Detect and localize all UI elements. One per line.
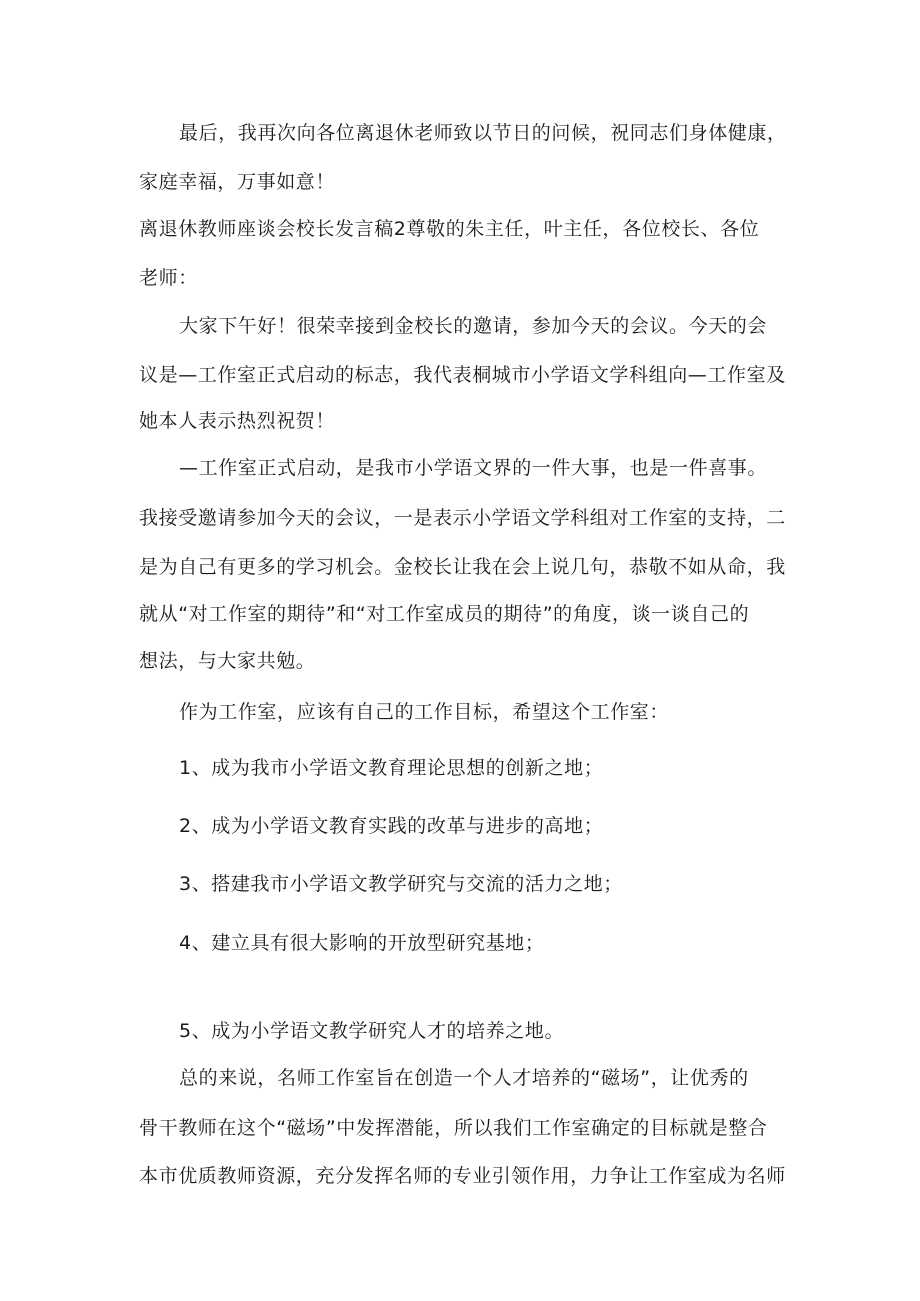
speech-heading-line-2: 老师： — [139, 267, 198, 289]
paragraph-1-line-3: 她本人表示热烈祝贺！ — [139, 410, 336, 432]
paragraph-1-line-2: 议是—工作室正式启动的标志，我代表桐城市小学语文学科组向—工作室及 — [139, 364, 786, 386]
paragraph-4-line-1: 总的来说，名师工作室旨在创造一个人才培养的“磁场”，让优秀的 — [179, 1067, 749, 1089]
goal-item-2: 2、成为小学语文教育实践的改革与进步的高地； — [179, 815, 604, 837]
paragraph-2-line-1: —工作室正式启动，是我市小学语文界的一件大事，也是一件喜事。 — [179, 457, 768, 479]
goal-item-5: 5、成为小学语文教学研究人才的培养之地。 — [179, 1020, 565, 1042]
closing-line-1: 最后，我再次向各位离退休老师致以节日的问候，祝同志们身体健康， — [179, 122, 787, 144]
goal-item-3: 3、搭建我市小学语文教学研究与交流的活力之地； — [179, 873, 623, 895]
closing-line-2: 家庭幸福，万事如意！ — [139, 171, 336, 193]
paragraph-4-line-3: 本市优质教师资源，充分发挥名师的专业引领作用，力争让工作室成为名师 — [139, 1165, 786, 1187]
goal-item-1: 1、成为我市小学语文教育理论思想的创新之地； — [179, 757, 604, 779]
paragraph-4-line-2: 骨干教师在这个“磁场”中发挥潜能，所以我们工作室确定的目标就是整合 — [139, 1117, 768, 1139]
paragraph-2-line-4: 就从“对工作室的期待”和“对工作室成员的期待”的角度，谈一谈自己的 — [139, 603, 750, 625]
paragraph-1-line-1: 大家下午好！很荣幸接到金校长的邀请，参加今天的会议。今天的会 — [179, 315, 768, 337]
paragraph-2-line-2: 我接受邀请参加今天的会议，一是表示小学语文学科组对工作室的支持，二 — [139, 507, 786, 529]
paragraph-2-line-3: 是为自己有更多的学习机会。金校长让我在会上说几句，恭敬不如从命，我 — [139, 556, 786, 578]
paragraph-3-line-1: 作为工作室，应该有自己的工作目标，希望这个工作室： — [179, 701, 670, 723]
paragraph-2-line-5: 想法，与大家共勉。 — [139, 650, 316, 672]
speech-heading-line-1: 离退休教师座谈会校长发言稿2尊敬的朱主任，叶主任，各位校长、各位 — [139, 218, 760, 240]
goal-item-4: 4、建立具有很大影响的开放型研究基地； — [179, 932, 545, 954]
